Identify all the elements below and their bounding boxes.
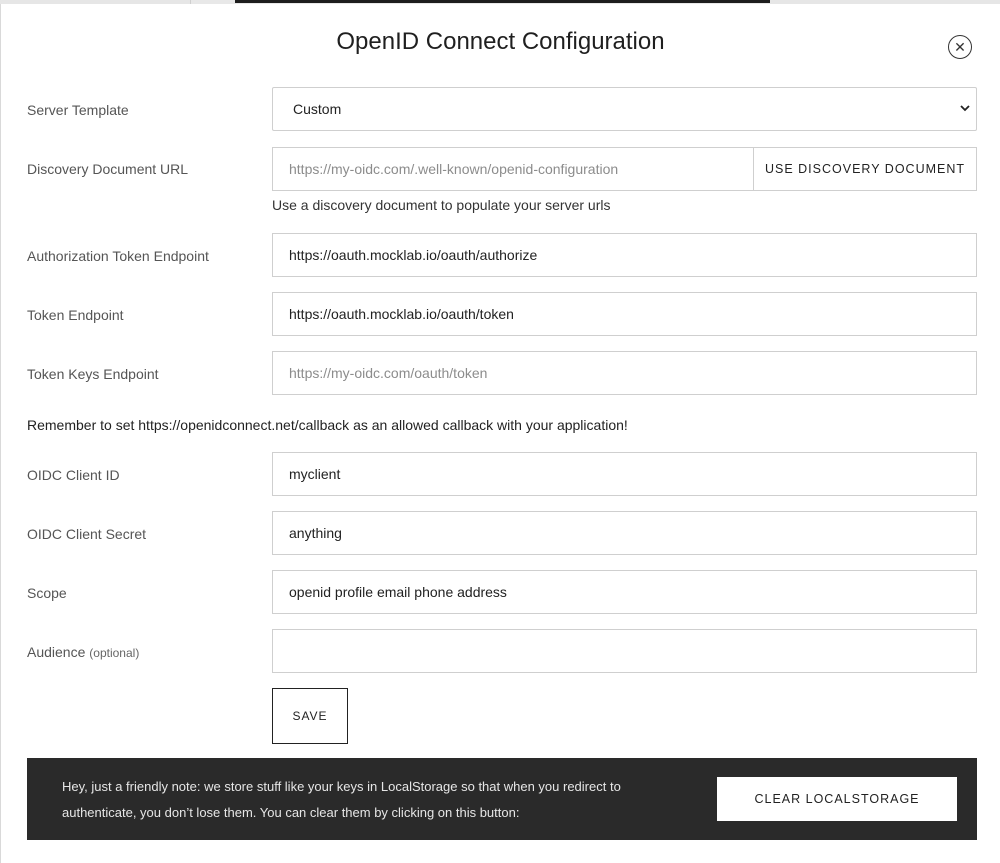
auth-endpoint-input[interactable] xyxy=(272,233,977,277)
audience-optional-hint: (optional) xyxy=(89,646,140,660)
use-discovery-document-button[interactable]: USE DISCOVERY DOCUMENT xyxy=(753,147,977,191)
audience-input[interactable] xyxy=(272,629,977,673)
token-keys-endpoint-placeholder: https://my-oidc.com/oauth/token xyxy=(289,365,488,381)
client-id-value: myclient xyxy=(289,466,341,482)
close-button[interactable] xyxy=(948,35,972,59)
audience-label-text: Audience xyxy=(27,644,86,660)
token-endpoint-value: https://oauth.mocklab.io/oauth/token xyxy=(289,306,514,322)
save-button[interactable]: SAVE xyxy=(272,688,348,744)
server-template-select[interactable] xyxy=(272,87,977,131)
token-keys-endpoint-label: Token Keys Endpoint xyxy=(27,366,159,382)
scope-value: openid profile email phone address xyxy=(289,584,507,600)
discovery-help-text: Use a discovery document to populate your server urls xyxy=(272,197,611,213)
token-keys-endpoint-input[interactable] xyxy=(272,351,977,395)
scope-input[interactable] xyxy=(272,570,977,614)
localstorage-notice-bar xyxy=(27,758,977,840)
server-template-value: Custom xyxy=(293,101,342,117)
background-code-bar xyxy=(235,0,770,3)
oidc-config-dialog xyxy=(0,4,1000,863)
discovery-url-input[interactable] xyxy=(272,147,754,191)
auth-endpoint-label: Authorization Token Endpoint xyxy=(27,248,209,264)
chevron-down-icon xyxy=(958,101,972,115)
clear-localstorage-button[interactable]: CLEAR LOCALSTORAGE xyxy=(717,777,957,821)
discovery-url-placeholder: https://my-oidc.com/.well-known/openid-configuration xyxy=(289,161,619,177)
token-endpoint-label: Token Endpoint xyxy=(27,307,124,323)
client-secret-label: OIDC Client Secret xyxy=(27,526,147,542)
localstorage-note: Hey, just a friendly note: we store stuff like your keys in LocalStorage so that when you redirect to authenticate, you don’t lose them. You can clear them by clicking on this button: xyxy=(62,779,621,820)
scope-label: Scope xyxy=(27,585,67,601)
auth-endpoint-value: https://oauth.mocklab.io/oauth/authorize xyxy=(289,247,538,263)
dialog-title: OpenID Connect Configuration xyxy=(336,28,665,55)
client-secret-input[interactable] xyxy=(272,511,977,555)
discovery-url-label: Discovery Document URL xyxy=(27,161,189,177)
close-icon: ✕ xyxy=(954,39,966,55)
audience-label xyxy=(27,644,139,660)
callback-notice: Remember to set https://openidconnect.net/callback as an allowed callback with your application! xyxy=(27,417,628,433)
token-endpoint-input[interactable] xyxy=(272,292,977,336)
server-template-label: Server Template xyxy=(27,102,129,118)
client-id-label: OIDC Client ID xyxy=(27,467,120,483)
client-secret-value: anything xyxy=(289,525,342,541)
client-id-input[interactable] xyxy=(272,452,977,496)
